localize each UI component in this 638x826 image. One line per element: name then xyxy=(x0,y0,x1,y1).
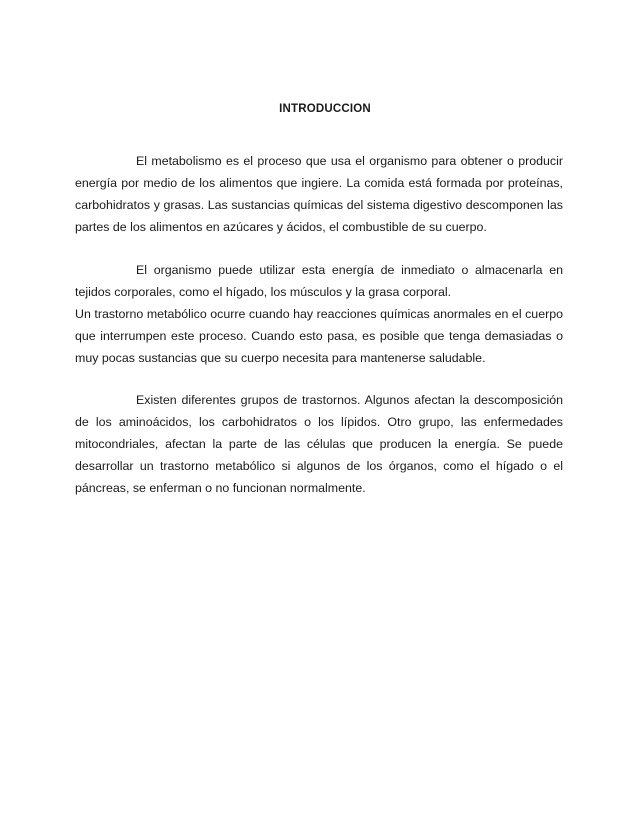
paragraph-metabolismo: El metabolismo es el proceso que usa el organismo para obtener o producir energía por medio de los alimentos que ingiere. La comida está formada por proteínas, carbohidratos y grasas. Las sustancias químicas del sistema digestivo descomponen las partes de los alimentos en azúcares y ácidos, el combustible de su cuerpo. xyxy=(75,154,563,234)
paragraph-grupos: Existen diferentes grupos de trastornos. Algunos afectan la descomposición de los aminoácidos, los carbohidratos o los lípidos. Otro grupo, las enfermedades mitocondriales, afectan la parte de las células que producen la energía. Se puede desarrollar un trastorno metabólico si algunos de los órganos, como el hígado o el páncreas, se enferman o no funcionan normalmente. xyxy=(75,393,563,495)
paragraph-energia: El organismo puede utilizar esta energía de inmediato o almacenarla en tejidos corporales, como el hígado, los músculos y la grasa corporal. xyxy=(75,263,563,299)
page-title-text: INTRODUCCION xyxy=(279,103,371,115)
paragraph-block-2 xyxy=(75,259,563,369)
paragraph-block-1 xyxy=(75,150,563,238)
paragraph-block-3 xyxy=(75,389,563,499)
paragraph-trastorno: Un trastorno metabólico ocurre cuando hay reacciones químicas anormales en el cuerpo que interrumpen este proceso. Cuando esto pasa, es posible que tenga demasiadas o muy pocas sustancias que su cuerpo necesita para mantenerse saludable. xyxy=(75,307,563,365)
page-title xyxy=(0,103,638,115)
